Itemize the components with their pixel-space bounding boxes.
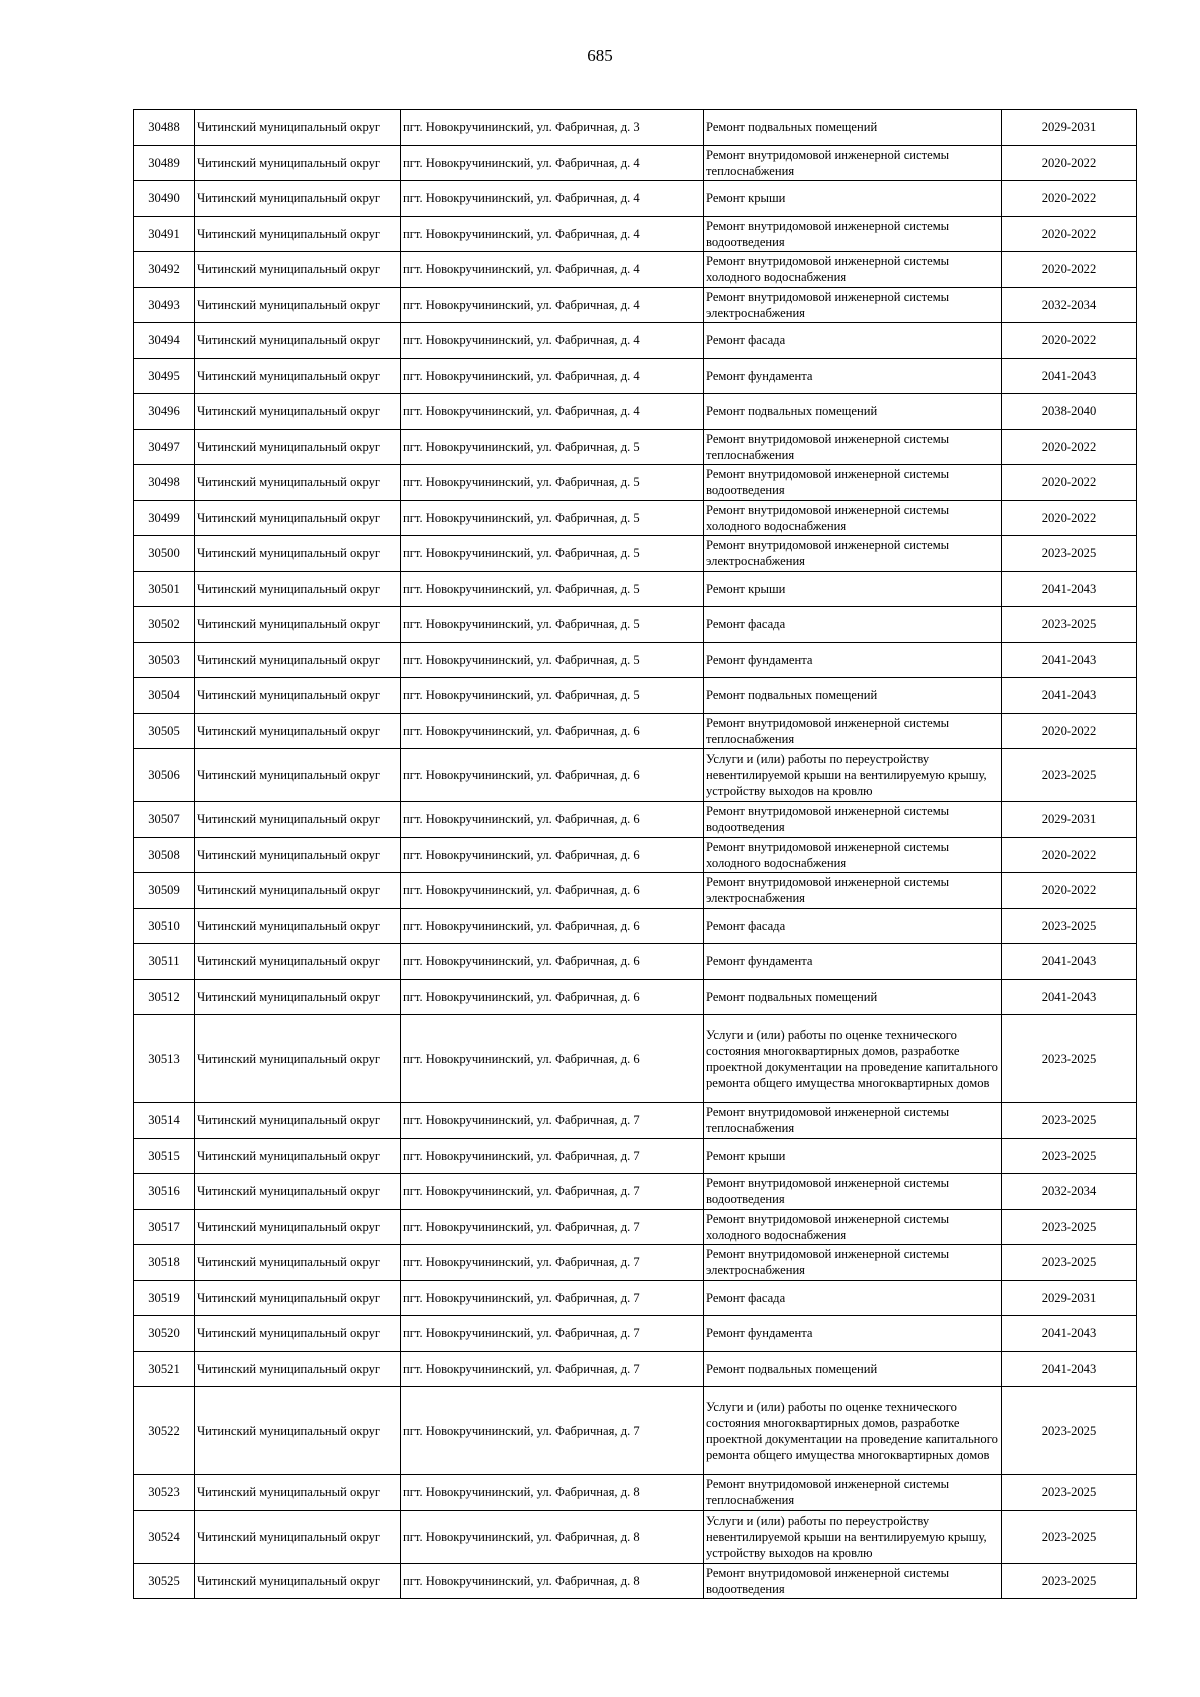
address-cell: пгт. Новокручининский, ул. Фабричная, д. 7 xyxy=(401,1351,704,1387)
district-cell: Читинский муниципальный округ xyxy=(195,1351,401,1387)
row-number: 30519 xyxy=(134,1280,195,1316)
table-row xyxy=(134,1316,1137,1352)
district-cell: Читинский муниципальный округ xyxy=(195,678,401,714)
district-cell: Читинский муниципальный округ xyxy=(195,536,401,572)
period-cell: 2041-2043 xyxy=(1002,1351,1137,1387)
period-cell: 2020-2022 xyxy=(1002,500,1137,536)
row-number: 30524 xyxy=(134,1510,195,1563)
period-cell: 2023-2025 xyxy=(1002,1245,1137,1281)
period-cell: 2023-2025 xyxy=(1002,1138,1137,1174)
row-number: 30494 xyxy=(134,323,195,359)
address-cell: пгт. Новокручининский, ул. Фабричная, д. 6 xyxy=(401,1015,704,1103)
table-row xyxy=(134,749,1137,802)
address-cell: пгт. Новокручининский, ул. Фабричная, д. 7 xyxy=(401,1174,704,1210)
work-type-cell: Услуги и (или) работы по переустройству невентилируемой крыши на вентилируемую крышу, устройству выходов на кровлю xyxy=(704,749,1002,802)
period-cell: 2029-2031 xyxy=(1002,110,1137,146)
district-cell: Читинский муниципальный округ xyxy=(195,749,401,802)
table-row xyxy=(134,873,1137,909)
district-cell: Читинский муниципальный округ xyxy=(195,1209,401,1245)
row-number: 30511 xyxy=(134,944,195,980)
address-cell: пгт. Новокручининский, ул. Фабричная, д. 4 xyxy=(401,181,704,217)
address-cell: пгт. Новокручининский, ул. Фабричная, д. 5 xyxy=(401,607,704,643)
work-type-cell: Ремонт подвальных помещений xyxy=(704,979,1002,1015)
table-row xyxy=(134,323,1137,359)
table-row xyxy=(134,500,1137,536)
table-row xyxy=(134,394,1137,430)
period-cell: 2020-2022 xyxy=(1002,252,1137,288)
row-number: 30506 xyxy=(134,749,195,802)
work-type-cell: Ремонт внутридомовой инженерной системы электроснабжения xyxy=(704,873,1002,909)
period-cell: 2023-2025 xyxy=(1002,1563,1137,1599)
period-cell: 2023-2025 xyxy=(1002,1387,1137,1475)
work-type-cell: Ремонт внутридомовой инженерной системы электроснабжения xyxy=(704,536,1002,572)
table-body xyxy=(134,110,1137,1599)
address-cell: пгт. Новокручининский, ул. Фабричная, д. 4 xyxy=(401,394,704,430)
work-type-cell: Ремонт внутридомовой инженерной системы электроснабжения xyxy=(704,1245,1002,1281)
period-cell: 2023-2025 xyxy=(1002,1103,1137,1139)
row-number: 30523 xyxy=(134,1475,195,1511)
row-number: 30520 xyxy=(134,1316,195,1352)
district-cell: Читинский муниципальный округ xyxy=(195,429,401,465)
district-cell: Читинский муниципальный округ xyxy=(195,394,401,430)
period-cell: 2023-2025 xyxy=(1002,1015,1137,1103)
work-type-cell: Услуги и (или) работы по переустройству невентилируемой крыши на вентилируемую крышу, устройству выходов на кровлю xyxy=(704,1510,1002,1563)
work-type-cell: Ремонт внутридомовой инженерной системы водоотведения xyxy=(704,216,1002,252)
row-number: 30514 xyxy=(134,1103,195,1139)
address-cell: пгт. Новокручининский, ул. Фабричная, д. 4 xyxy=(401,287,704,323)
district-cell: Читинский муниципальный округ xyxy=(195,1015,401,1103)
district-cell: Читинский муниципальный округ xyxy=(195,358,401,394)
row-number: 30500 xyxy=(134,536,195,572)
row-number: 30518 xyxy=(134,1245,195,1281)
address-cell: пгт. Новокручининский, ул. Фабричная, д. 5 xyxy=(401,571,704,607)
work-type-cell: Ремонт внутридомовой инженерной системы водоотведения xyxy=(704,802,1002,838)
address-cell: пгт. Новокручининский, ул. Фабричная, д. 5 xyxy=(401,642,704,678)
row-number: 30501 xyxy=(134,571,195,607)
district-cell: Читинский муниципальный округ xyxy=(195,873,401,909)
table-row xyxy=(134,110,1137,146)
district-cell: Читинский муниципальный округ xyxy=(195,110,401,146)
district-cell: Читинский муниципальный округ xyxy=(195,287,401,323)
row-number: 30515 xyxy=(134,1138,195,1174)
address-cell: пгт. Новокручининский, ул. Фабричная, д. 6 xyxy=(401,802,704,838)
address-cell: пгт. Новокручининский, ул. Фабричная, д. 8 xyxy=(401,1475,704,1511)
address-cell: пгт. Новокручининский, ул. Фабричная, д. 4 xyxy=(401,358,704,394)
address-cell: пгт. Новокручининский, ул. Фабричная, д. 4 xyxy=(401,216,704,252)
work-type-cell: Ремонт внутридомовой инженерной системы холодного водоснабжения xyxy=(704,1209,1002,1245)
row-number: 30489 xyxy=(134,145,195,181)
work-type-cell: Ремонт внутридомовой инженерной системы теплоснабжения xyxy=(704,1475,1002,1511)
row-number: 30516 xyxy=(134,1174,195,1210)
row-number: 30522 xyxy=(134,1387,195,1475)
row-number: 30493 xyxy=(134,287,195,323)
table-row xyxy=(134,1563,1137,1599)
address-cell: пгт. Новокручининский, ул. Фабричная, д. 6 xyxy=(401,979,704,1015)
district-cell: Читинский муниципальный округ xyxy=(195,908,401,944)
district-cell: Читинский муниципальный округ xyxy=(195,1510,401,1563)
work-type-cell: Ремонт фасада xyxy=(704,1280,1002,1316)
address-cell: пгт. Новокручининский, ул. Фабричная, д. 8 xyxy=(401,1563,704,1599)
address-cell: пгт. Новокручининский, ул. Фабричная, д. 6 xyxy=(401,873,704,909)
row-number: 30503 xyxy=(134,642,195,678)
district-cell: Читинский муниципальный округ xyxy=(195,713,401,749)
work-type-cell: Ремонт внутридомовой инженерной системы холодного водоснабжения xyxy=(704,500,1002,536)
work-type-cell: Ремонт подвальных помещений xyxy=(704,678,1002,714)
district-cell: Читинский муниципальный округ xyxy=(195,1316,401,1352)
district-cell: Читинский муниципальный округ xyxy=(195,642,401,678)
period-cell: 2023-2025 xyxy=(1002,1475,1137,1511)
work-type-cell: Ремонт фасада xyxy=(704,323,1002,359)
district-cell: Читинский муниципальный округ xyxy=(195,802,401,838)
table-row xyxy=(134,1475,1137,1511)
period-cell: 2023-2025 xyxy=(1002,908,1137,944)
row-number: 30508 xyxy=(134,837,195,873)
address-cell: пгт. Новокручининский, ул. Фабричная, д. 5 xyxy=(401,678,704,714)
work-type-cell: Ремонт крыши xyxy=(704,571,1002,607)
district-cell: Читинский муниципальный округ xyxy=(195,500,401,536)
period-cell: 2020-2022 xyxy=(1002,465,1137,501)
work-type-cell: Услуги и (или) работы по оценке технического состояния многоквартирных домов, разработке проектной документации на проведение капитального ремонта общего имущества многоквартирных домов xyxy=(704,1015,1002,1103)
table-row xyxy=(134,1510,1137,1563)
row-number: 30505 xyxy=(134,713,195,749)
table-row xyxy=(134,802,1137,838)
table-row xyxy=(134,1280,1137,1316)
address-cell: пгт. Новокручининский, ул. Фабричная, д. 7 xyxy=(401,1387,704,1475)
work-type-cell: Ремонт крыши xyxy=(704,181,1002,217)
address-cell: пгт. Новокручининский, ул. Фабричная, д. 7 xyxy=(401,1138,704,1174)
district-cell: Читинский муниципальный округ xyxy=(195,465,401,501)
work-type-cell: Ремонт внутридомовой инженерной системы электроснабжения xyxy=(704,287,1002,323)
district-cell: Читинский муниципальный округ xyxy=(195,1245,401,1281)
table-row xyxy=(134,908,1137,944)
row-number: 30491 xyxy=(134,216,195,252)
table-row xyxy=(134,1209,1137,1245)
period-cell: 2029-2031 xyxy=(1002,1280,1137,1316)
work-type-cell: Ремонт фасада xyxy=(704,607,1002,643)
row-number: 30512 xyxy=(134,979,195,1015)
address-cell: пгт. Новокручининский, ул. Фабричная, д. 6 xyxy=(401,713,704,749)
period-cell: 2020-2022 xyxy=(1002,837,1137,873)
row-number: 30492 xyxy=(134,252,195,288)
work-type-cell: Ремонт фундамента xyxy=(704,358,1002,394)
table-row xyxy=(134,1103,1137,1139)
address-cell: пгт. Новокручининский, ул. Фабричная, д. 3 xyxy=(401,110,704,146)
table-row xyxy=(134,837,1137,873)
work-type-cell: Ремонт внутридомовой инженерной системы теплоснабжения xyxy=(704,713,1002,749)
period-cell: 2023-2025 xyxy=(1002,607,1137,643)
work-type-cell: Ремонт фундамента xyxy=(704,1316,1002,1352)
district-cell: Читинский муниципальный округ xyxy=(195,323,401,359)
period-cell: 2020-2022 xyxy=(1002,429,1137,465)
district-cell: Читинский муниципальный округ xyxy=(195,252,401,288)
work-type-cell: Ремонт внутридомовой инженерной системы холодного водоснабжения xyxy=(704,837,1002,873)
period-cell: 2020-2022 xyxy=(1002,873,1137,909)
work-type-cell: Ремонт внутридомовой инженерной системы холодного водоснабжения xyxy=(704,252,1002,288)
period-cell: 2041-2043 xyxy=(1002,678,1137,714)
row-number: 30495 xyxy=(134,358,195,394)
work-type-cell: Услуги и (или) работы по оценке технического состояния многоквартирных домов, разработке проектной документации на проведение капитального ремонта общего имущества многоквартирных домов xyxy=(704,1387,1002,1475)
table-row xyxy=(134,678,1137,714)
district-cell: Читинский муниципальный округ xyxy=(195,1387,401,1475)
work-type-cell: Ремонт внутридомовой инженерной системы водоотведения xyxy=(704,465,1002,501)
period-cell: 2038-2040 xyxy=(1002,394,1137,430)
work-type-cell: Ремонт внутридомовой инженерной системы теплоснабжения xyxy=(704,429,1002,465)
table-row xyxy=(134,944,1137,980)
work-type-cell: Ремонт крыши xyxy=(704,1138,1002,1174)
row-number: 30499 xyxy=(134,500,195,536)
district-cell: Читинский муниципальный округ xyxy=(195,944,401,980)
district-cell: Читинский муниципальный округ xyxy=(195,1280,401,1316)
address-cell: пгт. Новокручининский, ул. Фабричная, д. 4 xyxy=(401,252,704,288)
address-cell: пгт. Новокручининский, ул. Фабричная, д. 5 xyxy=(401,500,704,536)
period-cell: 2032-2034 xyxy=(1002,1174,1137,1210)
address-cell: пгт. Новокручининский, ул. Фабричная, д. 7 xyxy=(401,1209,704,1245)
table-row xyxy=(134,465,1137,501)
address-cell: пгт. Новокручининский, ул. Фабричная, д. 5 xyxy=(401,536,704,572)
district-cell: Читинский муниципальный округ xyxy=(195,145,401,181)
table-row xyxy=(134,1351,1137,1387)
row-number: 30517 xyxy=(134,1209,195,1245)
district-cell: Читинский муниципальный округ xyxy=(195,1138,401,1174)
district-cell: Читинский муниципальный округ xyxy=(195,1563,401,1599)
address-cell: пгт. Новокручининский, ул. Фабричная, д. 6 xyxy=(401,908,704,944)
row-number: 30496 xyxy=(134,394,195,430)
table-row xyxy=(134,216,1137,252)
period-cell: 2020-2022 xyxy=(1002,216,1137,252)
page-number: 685 xyxy=(587,46,613,65)
table-row xyxy=(134,145,1137,181)
period-cell: 2041-2043 xyxy=(1002,1316,1137,1352)
row-number: 30504 xyxy=(134,678,195,714)
period-cell: 2041-2043 xyxy=(1002,944,1137,980)
period-cell: 2020-2022 xyxy=(1002,145,1137,181)
address-cell: пгт. Новокручининский, ул. Фабричная, д. 6 xyxy=(401,944,704,980)
period-cell: 2023-2025 xyxy=(1002,1510,1137,1563)
work-type-cell: Ремонт фундамента xyxy=(704,944,1002,980)
period-cell: 2041-2043 xyxy=(1002,642,1137,678)
district-cell: Читинский муниципальный округ xyxy=(195,1174,401,1210)
address-cell: пгт. Новокручининский, ул. Фабричная, д. 7 xyxy=(401,1245,704,1281)
table-row xyxy=(134,181,1137,217)
work-type-cell: Ремонт внутридомовой инженерной системы водоотведения xyxy=(704,1563,1002,1599)
table-row xyxy=(134,536,1137,572)
table-row xyxy=(134,1015,1137,1103)
row-number: 30521 xyxy=(134,1351,195,1387)
row-number: 30498 xyxy=(134,465,195,501)
table-row xyxy=(134,287,1137,323)
address-cell: пгт. Новокручининский, ул. Фабричная, д. 4 xyxy=(401,145,704,181)
table-row xyxy=(134,1174,1137,1210)
table-row xyxy=(134,571,1137,607)
work-type-cell: Ремонт фасада xyxy=(704,908,1002,944)
address-cell: пгт. Новокручининский, ул. Фабричная, д. 7 xyxy=(401,1103,704,1139)
period-cell: 2023-2025 xyxy=(1002,749,1137,802)
period-cell: 2041-2043 xyxy=(1002,358,1137,394)
period-cell: 2023-2025 xyxy=(1002,536,1137,572)
period-cell: 2041-2043 xyxy=(1002,979,1137,1015)
work-type-cell: Ремонт внутридомовой инженерной системы теплоснабжения xyxy=(704,1103,1002,1139)
period-cell: 2020-2022 xyxy=(1002,713,1137,749)
table-row xyxy=(134,1245,1137,1281)
address-cell: пгт. Новокручининский, ул. Фабричная, д. 4 xyxy=(401,323,704,359)
row-number: 30502 xyxy=(134,607,195,643)
work-type-cell: Ремонт внутридомовой инженерной системы водоотведения xyxy=(704,1174,1002,1210)
district-cell: Читинский муниципальный округ xyxy=(195,979,401,1015)
address-cell: пгт. Новокручининский, ул. Фабричная, д. 5 xyxy=(401,465,704,501)
district-cell: Читинский муниципальный округ xyxy=(195,181,401,217)
row-number: 30490 xyxy=(134,181,195,217)
work-type-cell: Ремонт фундамента xyxy=(704,642,1002,678)
work-type-cell: Ремонт внутридомовой инженерной системы теплоснабжения xyxy=(704,145,1002,181)
period-cell: 2029-2031 xyxy=(1002,802,1137,838)
address-cell: пгт. Новокручининский, ул. Фабричная, д. 7 xyxy=(401,1280,704,1316)
row-number: 30507 xyxy=(134,802,195,838)
district-cell: Читинский муниципальный округ xyxy=(195,1103,401,1139)
table-row xyxy=(134,429,1137,465)
table-row xyxy=(134,607,1137,643)
table-row xyxy=(134,642,1137,678)
period-cell: 2020-2022 xyxy=(1002,181,1137,217)
table-row xyxy=(134,979,1137,1015)
row-number: 30497 xyxy=(134,429,195,465)
period-cell: 2032-2034 xyxy=(1002,287,1137,323)
district-cell: Читинский муниципальный округ xyxy=(195,607,401,643)
work-type-cell: Ремонт подвальных помещений xyxy=(704,394,1002,430)
repair-schedule-table xyxy=(133,109,1137,1599)
address-cell: пгт. Новокручининский, ул. Фабричная, д. 8 xyxy=(401,1510,704,1563)
district-cell: Читинский муниципальный округ xyxy=(195,1475,401,1511)
period-cell: 2023-2025 xyxy=(1002,1209,1137,1245)
district-cell: Читинский муниципальный округ xyxy=(195,571,401,607)
district-cell: Читинский муниципальный округ xyxy=(195,216,401,252)
table-row xyxy=(134,713,1137,749)
period-cell: 2041-2043 xyxy=(1002,571,1137,607)
table-row xyxy=(134,1387,1137,1475)
row-number: 30509 xyxy=(134,873,195,909)
period-cell: 2020-2022 xyxy=(1002,323,1137,359)
work-type-cell: Ремонт подвальных помещений xyxy=(704,110,1002,146)
table-row xyxy=(134,252,1137,288)
row-number: 30513 xyxy=(134,1015,195,1103)
district-cell: Читинский муниципальный округ xyxy=(195,837,401,873)
table-row xyxy=(134,358,1137,394)
address-cell: пгт. Новокручининский, ул. Фабричная, д. 5 xyxy=(401,429,704,465)
address-cell: пгт. Новокручининский, ул. Фабричная, д. 6 xyxy=(401,837,704,873)
row-number: 30510 xyxy=(134,908,195,944)
address-cell: пгт. Новокручининский, ул. Фабричная, д. 6 xyxy=(401,749,704,802)
row-number: 30525 xyxy=(134,1563,195,1599)
row-number: 30488 xyxy=(134,110,195,146)
address-cell: пгт. Новокручининский, ул. Фабричная, д. 7 xyxy=(401,1316,704,1352)
table-row xyxy=(134,1138,1137,1174)
work-type-cell: Ремонт подвальных помещений xyxy=(704,1351,1002,1387)
